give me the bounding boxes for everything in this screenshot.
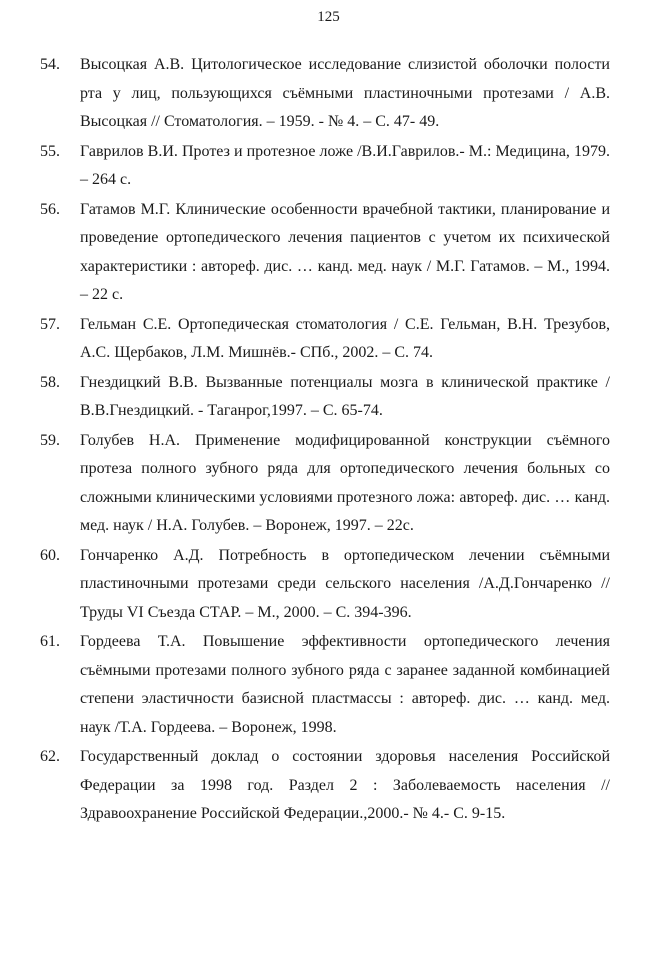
reference-text: Гельман С.Е. Ортопедическая стоматология / С.Е. Гельман, В.Н. Трезубов, А.С. Щербаков, Л.М. Мишнёв.- СПб., 2002. – С. 74. [80,315,610,361]
reference-list [0,51,657,830]
reference-number: 57. [40,315,60,333]
reference-item [40,138,610,195]
reference-item [40,427,610,541]
reference-text: Гаврилов В.И. Протез и протезное ложе /В.И.Гаврилов.- М.: Медицина, 1979. – 264 с. [80,142,610,188]
reference-number: 62. [40,748,60,765]
reference-item [40,196,610,310]
reference-item [40,369,610,426]
reference-item [40,51,610,137]
reference-text: Гнездицкий В.В. Вызванные потенциалы мозга в клинической практике /В.В.Гнездицкий. - Таганрог,1997. – С. 65-74. [80,373,610,419]
reference-item [40,311,610,368]
reference-text: Государственный доклад о состоянии здоровья населения Российской Федерации за 1998 год. Раздел 2 : Заболеваемость населения // Здравоохранение Российской Федерации.,2000.- № 4.- С. 9-15. [80,748,610,822]
reference-number: 58. [40,373,60,391]
reference-number: 55. [40,142,60,160]
page-number: 125 [317,9,340,25]
reference-item [40,542,610,628]
reference-item [40,628,610,742]
reference-number: 61. [40,633,60,650]
reference-text: Голубев Н.А. Применение модифицированной конструкции съёмного протеза полного зубного ряда для ортопедического лечения больных со сложными клиническими условиями протезного ложа: автореф. дис. … канд. мед. наук / Н.А. Голубев. – Воронеж, 1997. – 22с. [80,431,610,534]
reference-number: 60. [40,546,60,564]
reference-number: 56. [40,200,60,218]
reference-item [40,743,610,829]
reference-number: 59. [40,431,60,449]
reference-text: Высоцкая А.В. Цитологическое исследование слизистой оболочки полости рта у лиц, пользующихся съёмными пластиночными протезами / А.В. Высоцкая // Стоматология. – 1959. - № 4. – С. 47- 49. [80,56,610,130]
reference-number: 54. [40,56,60,73]
reference-text: Гончаренко А.Д. Потребность в ортопедическом лечении съёмными пластиночными протезами среди сельского населения /А.Д.Гончаренко // Труды VI Съезда СТАР. – М., 2000. – С. 394-396. [80,546,610,621]
reference-text: Гордеева Т.А. Повышение эффективности ортопедического лечения съёмными протезами полного зубного ряда с заранее заданной комбинацией степени эластичности базисной пластмассы : автореф. дис. … канд. мед. наук /Т.А. Гордеева. – Воронеж, 1998. [80,633,610,736]
reference-text: Гатамов М.Г. Клинические особенности врачебной тактики, планирование и проведение ортопедического лечения пациентов с учетом их психической характеристики : автореф. дис. … канд. мед. наук / М.Г. Гатамов. – М., 1994. – 22 с. [80,200,610,303]
